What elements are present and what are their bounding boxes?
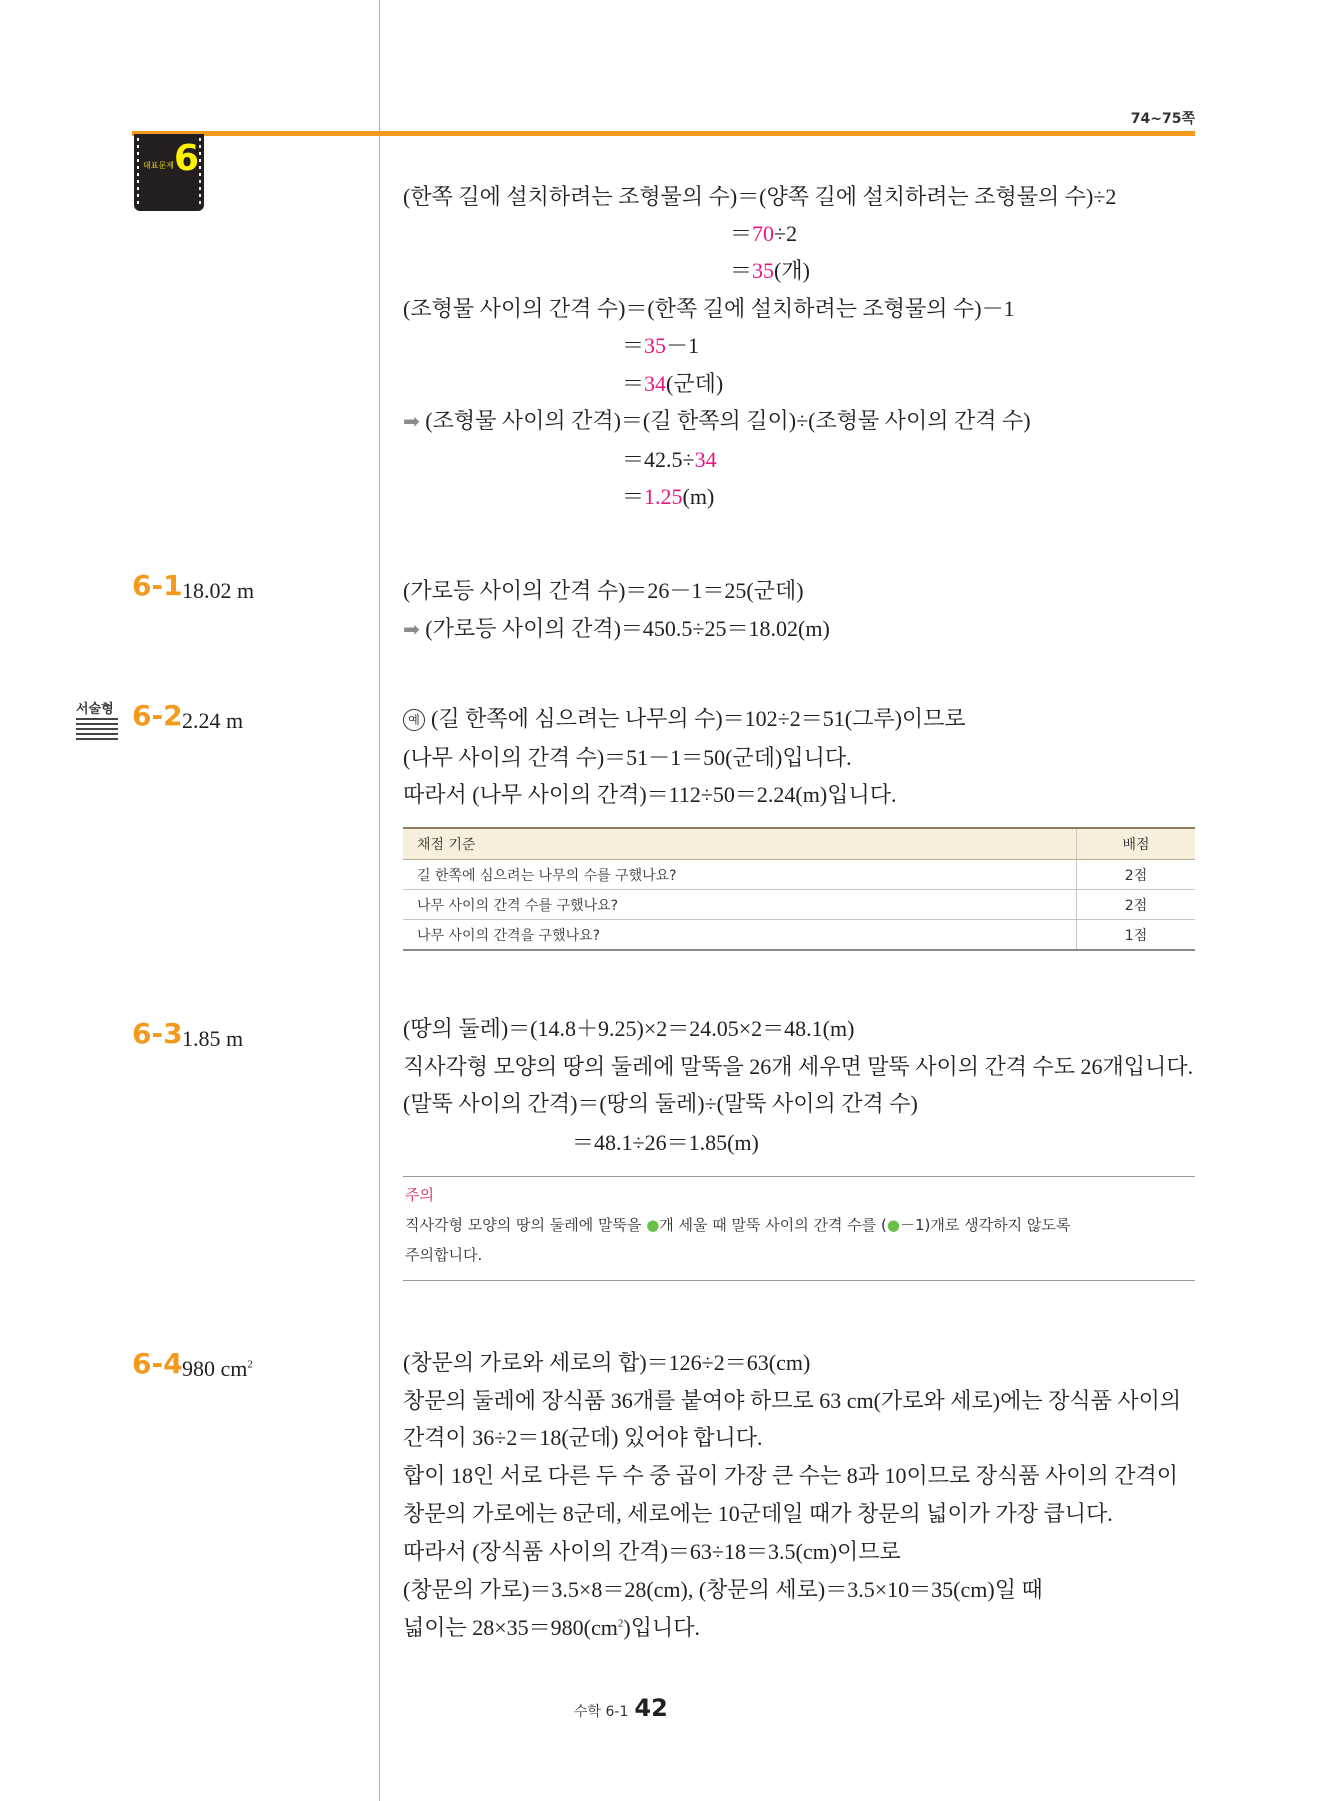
grading-score-header: 배점 [1077,828,1196,860]
film-dots-left [137,138,139,206]
q4-line-4: 합이 18인 서로 다른 두 수 중 곱이 가장 큰 수는 8과 10이므로 장식품 사이의 간격이 [403,1463,1179,1488]
grading-criterion: 나무 사이의 간격 수를 구했나요? [403,890,1077,920]
main-line-8: ＝42.5÷34 [622,447,717,472]
main-line-2: ＝70÷2 [730,221,798,246]
q1-answer: 18.02 m [182,578,255,603]
right-arrow-icon: ➡ [403,409,420,433]
q3-answer: 1.85 m [182,1026,244,1051]
representative-problem-badge [134,134,204,211]
page-number: 42 [634,1694,668,1722]
main-line-7: ➡ (조형물 사이의 간격)＝(길 한쪽의 길이)÷(조형물 사이의 간격 수) [403,408,1031,433]
table-row [403,860,1195,890]
grading-criteria-header: 채점 기준 [403,828,1077,860]
q3-line-3: (말뚝 사이의 간격)＝(땅의 둘레)÷(말뚝 사이의 간격 수) [403,1091,918,1116]
q1-line-2: ➡ (가로등 사이의 간격)＝450.5÷25＝18.02(m) [403,616,830,641]
essay-tag: 서술형 [76,702,114,717]
grading-score: 2점 [1077,860,1196,890]
q4-line-2: 창문의 둘레에 장식품 36개를 붙여야 하므로 63 cm(가로와 세로)에는 장식품 사이의 [403,1388,1182,1413]
main-line-1: (한쪽 길에 설치하려는 조형물의 수)＝(양쪽 길에 설치하려는 조형물의 수)÷2 [403,184,1117,209]
note-title: 주의 [405,1186,434,1204]
grading-score: 2점 [1077,890,1196,920]
q4-line-1: (창문의 가로와 세로의 합)＝126÷2＝63(cm) [403,1350,811,1375]
note-line-1: 직사각형 모양의 땅의 둘레에 말뚝을 ●개 세울 때 말뚝 사이의 간격 수를 (●－1)개로 생각하지 않도록 [405,1216,1071,1234]
film-dots-right [199,138,201,206]
q4-line-6: 따라서 (장식품 사이의 간격)＝63÷18＝3.5(cm)이므로 [403,1539,901,1564]
footer-subject: 수학 6-1 [574,1704,629,1720]
note-bottom-rule [403,1280,1195,1281]
green-dot-icon: ● [886,1216,900,1234]
note-line-2: 주의합니다. [405,1246,483,1264]
grading-table [403,827,1195,951]
q4-line-5: 창문의 가로에는 8군데, 세로에는 10군데일 때가 창문의 넓이가 가장 큽니다. [403,1501,1113,1526]
q4-line-8: 넓이는 $28\times 35=980(cm^2)$입니다. [403,1615,700,1640]
q3-line-2: 직사각형 모양의 땅의 둘레에 말뚝을 26개 세우면 말뚝 사이의 간격 수도 26개입니다. [403,1054,1194,1079]
green-dot-icon: ● [646,1216,660,1234]
center-divider [379,0,380,1801]
grading-criterion: 길 한쪽에 심으려는 나무의 수를 구했나요? [403,860,1077,890]
essay-lines-icon [76,718,118,740]
main-line-3: ＝35(개) [730,258,810,283]
q2-line-1: 예 (길 한쪽에 심으려는 나무의 수)＝102÷2＝51(그루)이므로 [403,708,966,731]
main-line-5: ＝35－1 [622,333,700,358]
main-line-9: ＝1.25(m) [622,484,715,509]
right-arrow-icon: ➡ [403,617,420,641]
table-row [403,890,1195,920]
q3-line-1: (땅의 둘레)＝(14.8＋9.25)×2＝24.05×2＝48.1(m) [403,1016,855,1041]
q1-line-1: (가로등 사이의 간격 수)＝26－1＝25(군데) [403,578,804,603]
q1-number: 6-1 [132,569,183,602]
table-row [403,920,1195,951]
q2-number: 6-2 [132,699,183,732]
q4-answer: 980 $cm^2$ [182,1356,253,1381]
example-mark: 예 [403,709,425,731]
q2-line-3: 따라서 (나무 사이의 간격)＝112÷50＝2.24(m)입니다. [403,782,897,807]
main-line-6: ＝34(군데) [622,371,724,396]
q3-line-4: ＝48.1÷26＝1.85(m) [572,1130,759,1155]
main-line-4: (조형물 사이의 간격 수)＝(한쪽 길에 설치하려는 조형물의 수)－1 [403,296,1015,321]
q4-line-3: 간격이 36÷2＝18(군데) 있어야 합니다. [403,1425,763,1450]
grading-score: 1점 [1077,920,1196,951]
grading-criterion: 나무 사이의 간격을 구했나요? [403,920,1077,951]
page-footer [574,1694,668,1722]
q2-line-2: (나무 사이의 간격 수)＝51－1＝50(군데)입니다. [403,745,852,770]
header-rule [132,131,1195,136]
q2-answer: 2.24 m [182,708,244,733]
q4-line-7: (창문의 가로)＝3.5×8＝28(cm), (창문의 세로)＝3.5×10＝35(cm)일 때 [403,1577,1043,1602]
badge-number: 6 [174,138,200,179]
page-range: 74~75쪽 [1130,111,1195,127]
note-top-rule [403,1176,1195,1177]
q4-number: 6-4 [132,1347,183,1380]
grading-header-row [403,828,1195,860]
q3-number: 6-3 [132,1017,183,1050]
badge-label: 대표문제 [143,161,174,170]
